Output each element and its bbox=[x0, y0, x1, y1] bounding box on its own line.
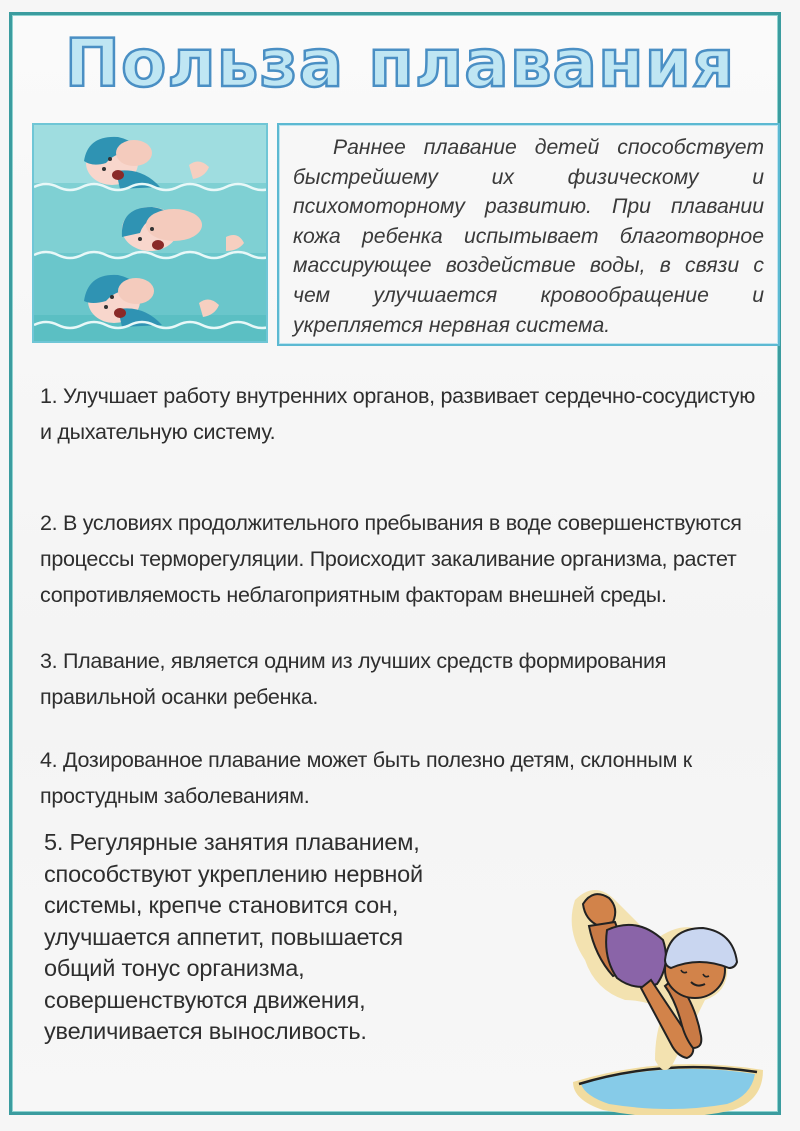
diver-illustration bbox=[555, 870, 775, 1115]
benefit-item-5: 5. Регулярные занятия плаванием, способствуют укреплению нервной системы, крепче становится сон, улучшается аппетит, повышается общий тонус организма, совершенствуются движения, увеличивается выносливость. bbox=[44, 829, 423, 1044]
benefit-item-3: 3. Плавание, является одним из лучших средств формирования правильной осанки ребенка. bbox=[40, 649, 667, 709]
intro-text: Раннее плавание детей способствует быстрейшему их физическому и психомоторному развитию. При плавании кожа ребенка испытывает благотворное массирующее воздействие воды, в связи с чем улучшается кровообращение и укрепляется нервная система. bbox=[293, 136, 764, 337]
swimmers-illustration bbox=[32, 123, 268, 343]
page-title: Польза плавания bbox=[64, 25, 736, 102]
benefit-item-4: 4. Дозированное плавание может быть полезно детям, склонным к простудным заболеваниям. bbox=[40, 748, 692, 808]
benefit-item-2: 2. В условиях продолжительного пребывания в воде совершенствуются процессы терморегуляции. Происходит закаливание организма, растет сопротивляемость неблагоприятным факторам внешней среды. bbox=[40, 511, 742, 607]
swimming-children-icon bbox=[34, 125, 266, 341]
benefit-item-1: 1. Улучшает работу внутренних органов, развивает сердечно-сосудистую и дыхательную систему. bbox=[40, 384, 756, 444]
diving-child-icon bbox=[555, 870, 775, 1115]
intro-box bbox=[277, 123, 780, 346]
